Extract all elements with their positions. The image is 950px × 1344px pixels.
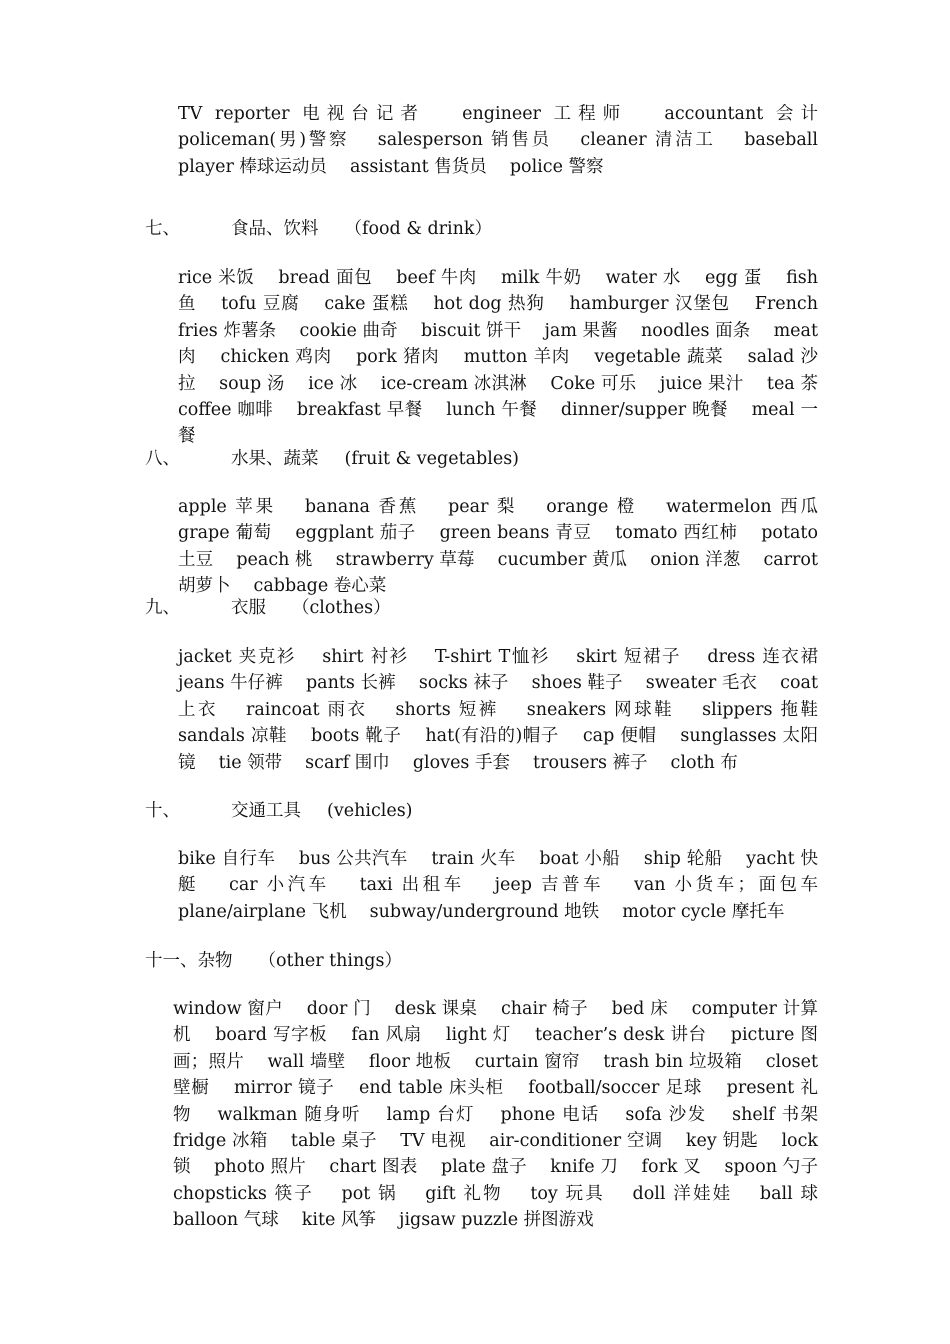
section-heading-other-things [145,948,402,974]
section-number: 九、 [145,598,180,618]
section-english-title: (vehicles) [327,801,413,821]
food-drink-vocabulary-paragraph: rice 米饭 bread 面包 beef 牛肉 milk 牛奶 water 水 egg 蛋 fish 鱼 tofu 豆腐 cake 蛋糕 hot dog 热狗 hamburger 汉堡包 French fries 炸薯条 cookie 曲奇 biscuit 饼干 jam 果酱 noodles 面条 meat 肉 chicken 鸡肉 pork 猪肉 mutton 羊肉 vegetable 蔬菜 salad 沙拉 soup 汤 ice 冰 ice-cream 冰淇淋 Coke 可乐 juice 果汁 tea 茶 coffee 咖啡 breakfast 早餐 lunch 午餐 dinner/supper 晚餐 meal 一餐 [178,268,842,447]
section-english-title: （clothes） [292,598,391,618]
section-english-title: （food & drink） [344,219,492,239]
section-heading-food-drink [145,216,492,242]
section-english-title: （other things） [258,951,402,971]
section-title: 杂物 [197,951,233,971]
clothes-vocabulary-paragraph: jacket 夹克衫 shirt 衬衫 T-shirt T恤衫 skirt 短裙子 dress 连衣裙 jeans 牛仔裤 pants 长裤 socks 袜子 shoes 鞋子 sweater 毛衣 coat 上衣 raincoat 雨衣 shorts 短裤 sneakers 网球鞋 slippers 拖鞋 sandals 凉鞋 boots 靴子 hat(有沿的)帽子 cap 便帽 sunglasses 太阳镜 tie 领带 scarf 围巾 gloves 手套 trousers 裤子 cloth 布 [178,647,842,773]
section-number: 八、 [145,449,180,469]
section-heading-clothes [145,595,391,621]
occupations-vocabulary-paragraph: TV reporter 电视台记者 engineer 工程师 accountant 会计 policeman(男)警察 salesperson 销售员 cleaner 清洁工 baseball player 棒球运动员 assistant 售货员 police 警察 [178,104,842,177]
section-heading-fruit-vegetables [145,446,519,472]
section-title: 交通工具 [231,801,301,821]
section-number: 十一、 [145,951,198,971]
section-number: 十、 [145,801,180,821]
section-title: 衣服 [231,598,266,618]
section-english-title: (fruit & vegetables) [344,449,520,469]
fruit-vegetables-vocabulary-paragraph: apple 苹果 banana 香蕉 pear 梨 orange 橙 watermelon 西瓜 grape 葡萄 eggplant 茄子 green beans 青豆 tomato 西红柿 potato 土豆 peach 桃 strawberry 草莓 cucumber 黄瓜 onion 洋葱 carrot 胡萝卜 cabbage 卷心菜 [178,497,842,597]
vehicles-vocabulary-paragraph: bike 自行车 bus 公共汽车 train 火车 boat 小船 ship 轮船 yacht 快艇 car 小汽车 taxi 出租车 jeep 吉普车 van 小货车；面包车 plane/airplane 飞机 subway/underground 地铁 motor cycle 摩托车 [178,849,842,922]
section-title: 食品、饮料 [231,219,319,239]
section-number: 七、 [145,219,180,239]
other-things-vocabulary-paragraph: window 窗户 door 门 desk 课桌 chair 椅子 bed 床 computer 计算机 board 写字板 fan 风扇 light 灯 teacher’s desk 讲台 picture 图画；照片 wall 墙壁 floor 地板 curtain 窗帘 trash bin 垃圾箱 closet 壁橱 mirror 镜子 end table 床头柜 football/soccer 足球 present 礼物 walkman 随身听 lamp 台灯 phone 电话 sofa 沙发 shelf 书架 fridge 冰箱 table 桌子 TV 电视 air-conditioner 空调 key 钥匙 lock 锁 photo 照片 chart 图表 plate 盘子 knife 刀 fork 叉 spoon 勺子 chopsticks 筷子 pot 锅 gift 礼物 toy 玩具 doll 洋娃娃 ball 球 balloon 气球 kite 风筝 jigsaw puzzle 拼图游戏 [173,999,842,1231]
section-heading-vehicles [145,798,413,824]
section-title: 水果、蔬菜 [231,449,319,469]
